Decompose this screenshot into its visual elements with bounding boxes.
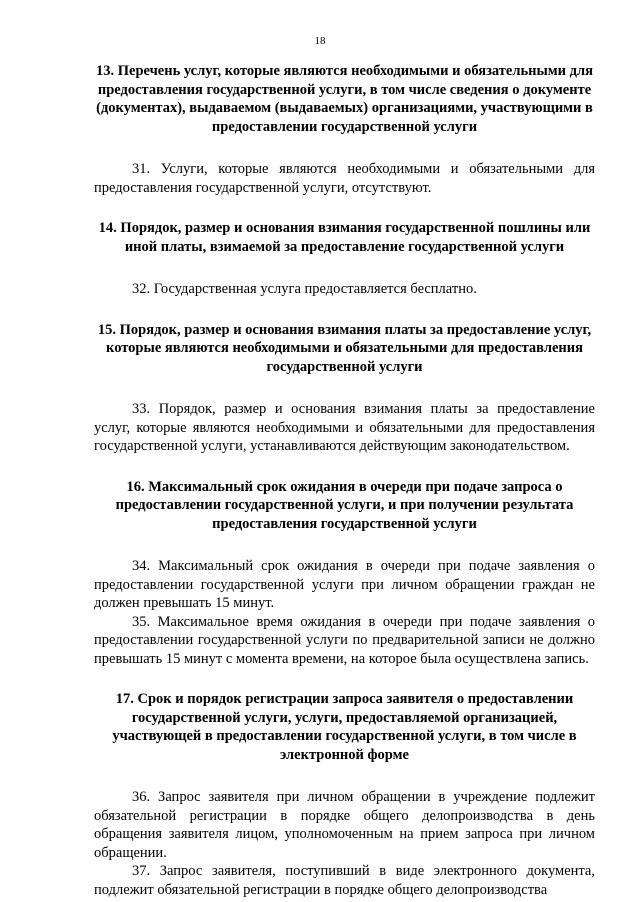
paragraph-35: 35. Максимальное время ожидания в очереди при подаче заявления о предоставлении государственной услуги по предварительной записи не должно превышать 15 минут с момента времени, на которое была осуществлена запись.: [94, 613, 595, 667]
paragraph-32: 32. Государственная услуга предоставляется бесплатно.: [132, 281, 477, 297]
paragraph-36: 36. Запрос заявителя при личном обращении в учреждение подлежит обязательной регистрации в порядке общего делопроизводства в день обращения заявителя лицом, уполномоченным на прием запроса при личном обращении.: [94, 789, 595, 861]
section-heading-15: 15. Порядок, размер и основания взимания платы за предоставление услуг, которые являются необходимыми и обязательными для предоставления государственной услуги: [97, 321, 592, 375]
section-heading-16: 16. Максимальный срок ожидания в очереди при подаче запроса о предоставлении государственной услуги, и при получении результата предоставления государственной услуги: [115, 478, 574, 532]
page-number: 18: [314, 35, 326, 47]
document-body: [94, 62, 595, 899]
paragraph-34: 34. Максимальный срок ожидания в очереди при подаче заявления о предоставлении государственной услуги при личном обращении граждан не должен превышать 15 минут.: [94, 558, 595, 611]
section-heading-13: 13. Перечень услуг, которые являются необходимыми и обязательными для предоставления государственной услуги, в том числе сведения о документе (документах), выдаваемом (выдаваемых) организациями, участвующими в предоставлении государственной услуги: [96, 63, 593, 135]
paragraph-37: 37. Запрос заявителя, поступивший в виде электронного документа, подлежит обязательной регистрации в порядке общего делопроизводства: [94, 863, 595, 898]
paragraph-33: 33. Порядок, размер и основания взимания платы за предоставление услуг, которые являются необходимыми и обязательными для предоставления государственной услуги, устанавливаются действующим законодательством.: [94, 401, 595, 454]
paragraph-31: 31. Услуги, которые являются необходимыми и обязательными для предоставления государственной услуги, отсутствуют.: [94, 161, 595, 196]
section-heading-17: 17. Срок и порядок регистрации запроса заявителя о предоставлении государственной услуги, услуги, предоставляемой организацией, участвующей в предоставлении государственной услуги, в том числе в электронной форме: [112, 691, 577, 763]
section-heading-14: 14. Порядок, размер и основания взимания государственной пошлины или иной платы, взимаемой за предоставление государственной услуги: [98, 220, 591, 255]
